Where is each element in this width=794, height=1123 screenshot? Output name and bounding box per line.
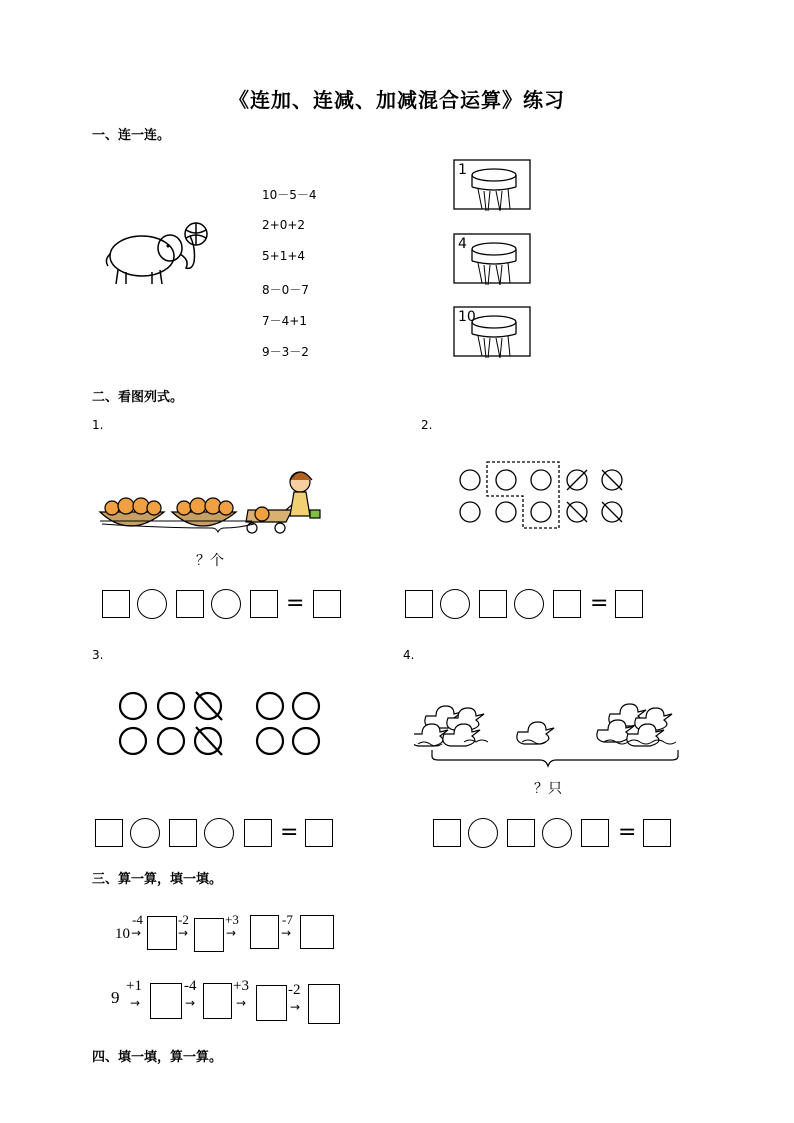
operator-circle[interactable]	[211, 589, 241, 619]
chain-1-op-1: -4	[132, 912, 143, 927]
chain-2-op-2: -4	[184, 978, 197, 994]
answer-box[interactable]	[250, 590, 278, 618]
equals-sign: =	[590, 591, 609, 616]
circles-illustration-2	[456, 460, 636, 530]
answer-box[interactable]	[507, 819, 535, 847]
arrow-icon: →	[131, 926, 142, 940]
equals-sign: =	[280, 820, 299, 845]
answer-box[interactable]	[405, 590, 433, 618]
basket-number-3: 10	[458, 309, 476, 325]
circles-illustration-3	[116, 688, 326, 758]
expression-2: 2+0+2	[262, 218, 306, 232]
chain-1-op-3: +3	[225, 912, 239, 927]
operator-circle[interactable]	[440, 589, 470, 619]
chain-2-box-2[interactable]	[203, 983, 232, 1019]
section-3-heading: 三、算一算，填一填。	[92, 872, 223, 887]
ducks-illustration	[414, 696, 686, 768]
equals-sign: =	[618, 820, 637, 845]
expression-3: 5+1+4	[262, 249, 306, 263]
chain-1-op-4: -7	[282, 912, 293, 927]
expression-5: 7－4+1	[262, 314, 307, 328]
problem-2-label: 2.	[421, 418, 433, 432]
chain-1-box-3[interactable]	[250, 915, 279, 949]
section-4-heading: 四、填一填，算一算。	[92, 1050, 223, 1065]
answer-box[interactable]	[553, 590, 581, 618]
chain-2-box-3[interactable]	[256, 985, 287, 1021]
answer-box[interactable]	[95, 819, 123, 847]
answer-box[interactable]	[643, 819, 671, 847]
arrow-icon: →	[178, 926, 189, 940]
chain-1-start: 10	[115, 926, 130, 942]
page-title: 《连加、连减、加减混合运算》练习	[229, 88, 565, 112]
arrow-icon: →	[130, 996, 141, 1010]
operator-circle[interactable]	[468, 818, 498, 848]
chain-2-op-4: -2	[288, 982, 301, 998]
equals-sign: =	[286, 591, 305, 616]
elephant-ball-illustration	[100, 218, 210, 290]
answer-box[interactable]	[102, 590, 130, 618]
arrow-icon: →	[281, 926, 292, 940]
operator-circle[interactable]	[514, 589, 544, 619]
section-1-heading: 一、连一连。	[92, 128, 171, 143]
expression-1: 10－5－4	[262, 188, 317, 202]
arrow-icon: →	[185, 996, 196, 1010]
operator-circle[interactable]	[130, 818, 160, 848]
basket-number-2: 4	[458, 236, 467, 252]
chain-2-box-4[interactable]	[308, 984, 340, 1024]
basket-card-3	[452, 306, 532, 358]
chain-1-op-2: -2	[178, 912, 189, 927]
chain-1-box-2[interactable]	[194, 918, 224, 952]
answer-box[interactable]	[169, 819, 197, 847]
answer-box[interactable]	[305, 819, 333, 847]
answer-box[interactable]	[176, 590, 204, 618]
expression-6: 9－3－2	[262, 345, 309, 359]
problem-3-label: 3.	[92, 648, 104, 662]
problem-1-question: ？个	[196, 553, 224, 569]
chain-2-op-3: +3	[233, 978, 249, 994]
arrow-icon: →	[226, 926, 237, 940]
arrow-icon: →	[290, 1000, 301, 1014]
answer-box[interactable]	[313, 590, 341, 618]
arrow-icon: →	[236, 996, 247, 1010]
problem-4-question: ？只	[534, 781, 562, 797]
chain-2-box-1[interactable]	[150, 983, 182, 1019]
expression-4: 8－0－7	[262, 283, 309, 297]
answer-box[interactable]	[433, 819, 461, 847]
chain-2-op-1: +1	[126, 978, 142, 994]
chain-2-start: 9	[111, 988, 120, 1007]
answer-box[interactable]	[479, 590, 507, 618]
problem-1-label: 1.	[92, 418, 104, 432]
chain-1-box-1[interactable]	[147, 916, 177, 950]
answer-box[interactable]	[581, 819, 609, 847]
answer-box[interactable]	[615, 590, 643, 618]
operator-circle[interactable]	[137, 589, 167, 619]
basket-card-2	[452, 233, 532, 285]
basket-number-1: 1	[458, 162, 467, 178]
operator-circle[interactable]	[204, 818, 234, 848]
pumpkin-baskets-illustration	[96, 466, 332, 546]
problem-4-label: 4.	[403, 648, 415, 662]
answer-box[interactable]	[244, 819, 272, 847]
operator-circle[interactable]	[542, 818, 572, 848]
section-2-heading: 二、看图列式。	[92, 390, 184, 405]
basket-card-1	[452, 159, 532, 211]
chain-1-box-4[interactable]	[300, 915, 334, 949]
